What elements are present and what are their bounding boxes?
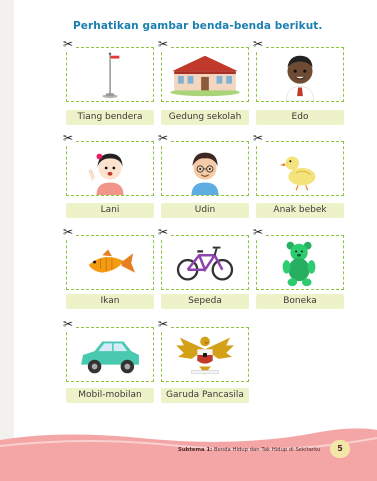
card-udin[interactable] bbox=[158, 131, 249, 196]
boy-edo-icon bbox=[257, 48, 343, 101]
fish-icon bbox=[67, 236, 153, 289]
card-tiang-bendera[interactable] bbox=[63, 37, 154, 102]
girl-lani-icon bbox=[67, 142, 153, 195]
flagpole-icon bbox=[67, 48, 153, 101]
page-title: Perhatikan gambar benda-benda berikut. bbox=[73, 20, 323, 32]
label-gedung-sekolah: Gedung sekolah bbox=[161, 110, 249, 125]
boy-udin-icon bbox=[162, 142, 248, 195]
scissors-icon: ✂ bbox=[63, 225, 74, 239]
page-number: 5 bbox=[330, 440, 350, 458]
card-ikan[interactable] bbox=[63, 225, 154, 290]
label-anak-bebek: Anak bebek bbox=[256, 203, 344, 218]
label-ikan: Ikan bbox=[66, 294, 154, 309]
scissors-icon: ✂ bbox=[63, 317, 74, 331]
footer-subtheme: Subtema 1: Benda Hidup dan Tak Hidup di Sekitarku bbox=[178, 447, 321, 453]
scissors-icon: ✂ bbox=[63, 131, 74, 145]
scissors-icon: ✂ bbox=[253, 131, 264, 145]
label-garuda-pancasila: Garuda Pancasila bbox=[161, 388, 249, 403]
label-mobil-mobilan: Mobil-mobilan bbox=[66, 388, 154, 403]
bicycle-icon bbox=[162, 236, 248, 289]
card-sepeda[interactable] bbox=[158, 225, 249, 290]
card-anak-bebek[interactable] bbox=[253, 131, 344, 196]
label-sepeda: Sepeda bbox=[161, 294, 249, 309]
card-boneka[interactable] bbox=[253, 225, 344, 290]
toy-car-icon bbox=[67, 328, 153, 381]
scissors-icon: ✂ bbox=[63, 37, 74, 51]
teddy-bear-icon bbox=[257, 236, 343, 289]
garuda-pancasila-icon bbox=[162, 328, 248, 381]
card-edo[interactable] bbox=[253, 37, 344, 102]
card-lani[interactable] bbox=[63, 131, 154, 196]
label-udin: Udin bbox=[161, 203, 249, 218]
card-gedung-sekolah[interactable] bbox=[158, 37, 249, 102]
label-edo: Edo bbox=[256, 110, 344, 125]
scissors-icon: ✂ bbox=[158, 131, 169, 145]
duckling-icon bbox=[257, 142, 343, 195]
scissors-icon: ✂ bbox=[158, 37, 169, 51]
card-mobil-mobilan[interactable] bbox=[63, 317, 154, 382]
scissors-icon: ✂ bbox=[253, 37, 264, 51]
school-building-icon bbox=[162, 48, 248, 101]
scissors-icon: ✂ bbox=[158, 317, 169, 331]
card-garuda-pancasila[interactable] bbox=[158, 317, 249, 382]
scissors-icon: ✂ bbox=[253, 225, 264, 239]
label-tiang-bendera: Tiang bendera bbox=[66, 110, 154, 125]
scissors-icon: ✂ bbox=[158, 225, 169, 239]
label-lani: Lani bbox=[66, 203, 154, 218]
label-boneka: Boneka bbox=[256, 294, 344, 309]
